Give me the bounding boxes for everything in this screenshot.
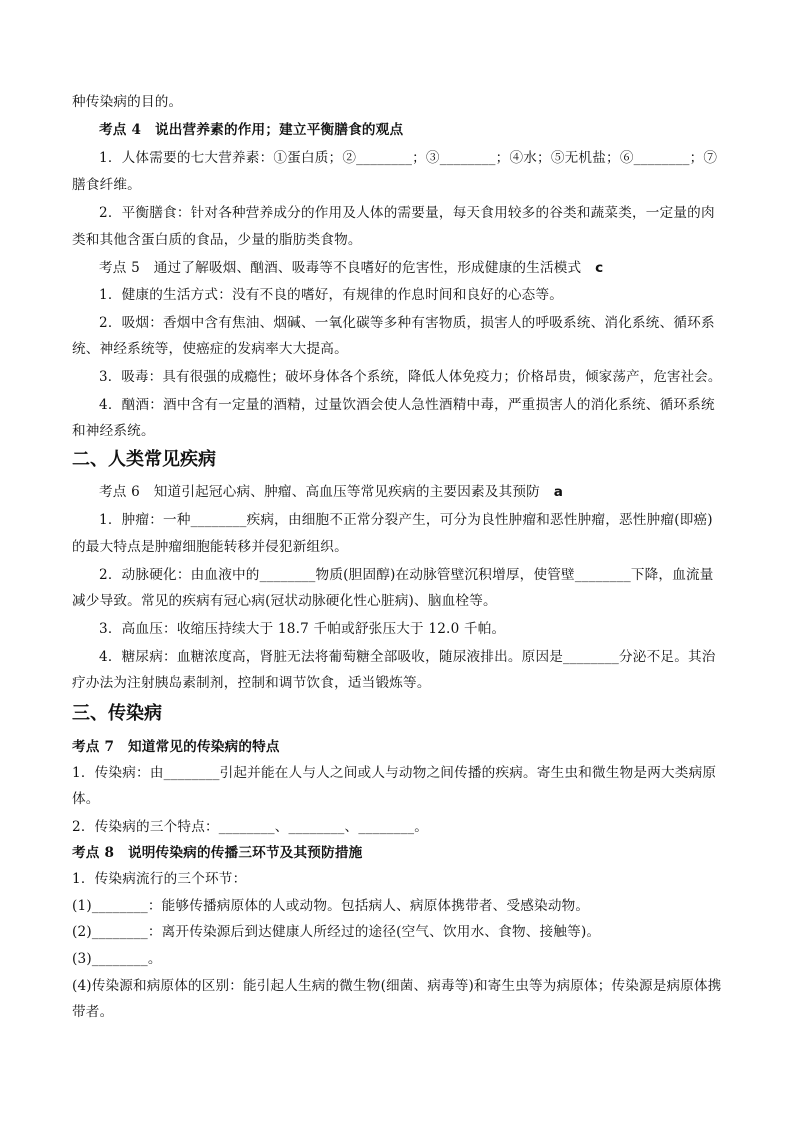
exam-point-8-heading: 考点 8 说明传染病的传播三环节及其预防措施 bbox=[72, 845, 363, 861]
level-marker: a bbox=[553, 484, 564, 500]
section-heading: 三、传染病 bbox=[72, 703, 162, 724]
text-line: 4．酗酒：酒中含有一定量的酒精，过量饮酒会使人急性酒精中毒，严重损害人的消化系统、循环系统 bbox=[99, 397, 715, 413]
text-line: 体。 bbox=[72, 791, 100, 807]
text-line: 2．传染病的三个特点：________、________、________。 bbox=[72, 819, 429, 835]
text-line: 膳食纤维。 bbox=[72, 177, 141, 193]
text-line: 1．健康的生活方式：没有不良的嗜好，有规律的作息时间和良好的心态等。 bbox=[99, 287, 564, 303]
exam-point-5-heading bbox=[99, 258, 603, 278]
text-line: (3)________。 bbox=[72, 951, 162, 967]
exam-point-4-heading: 考点 4 说出营养素的作用；建立平衡膳食的观点 bbox=[99, 122, 404, 138]
text-line: 1．肿瘤：一种________疾病，由细胞不正常分裂产生，可分为良性肿瘤和恶性肿瘤，恶性肿瘤(即癌) bbox=[99, 512, 713, 528]
text-line: 1．传染病：由________引起并能在人与人之间或人与动物之间传播的疾病。寄生虫和微生物是两大类病原 bbox=[72, 765, 717, 781]
level-marker: c bbox=[595, 260, 604, 276]
exam-point-7-heading: 考点 7 知道常见的传染病的特点 bbox=[72, 739, 280, 755]
exam-point-6-heading bbox=[99, 482, 563, 502]
text-line: 类和其他含蛋白质的食品，少量的脂肪类食物。 bbox=[72, 232, 362, 248]
text-line: 种传染病的目的。 bbox=[72, 94, 183, 110]
text-line: 带者。 bbox=[72, 1004, 114, 1020]
exam-point-text: 考点 6 知道引起冠心病、肿瘤、高血压等常见疾病的主要因素及其预防 bbox=[99, 484, 554, 500]
text-line: 减少导致。常见的疾病有冠心病(冠状动脉硬化性心脏病)、脑血栓等。 bbox=[72, 593, 497, 609]
text-line: (2)________：离开传染源后到达健康人所经过的途径(空气、饮用水、食物、接触等)。 bbox=[72, 924, 601, 940]
text-line: 的最大特点是肿瘤细胞能转移并侵犯新组织。 bbox=[72, 539, 348, 555]
text-line: 3．高血压：收缩压持续大于 18.7 千帕或舒张压大于 12.0 千帕。 bbox=[99, 621, 506, 637]
text-line: 2．吸烟：香烟中含有焦油、烟碱、一氧化碳等多种有害物质，损害人的呼吸系统、消化系统、循环系 bbox=[99, 315, 715, 331]
text-line: 2．动脉硬化：由血液中的________物质(胆固醇)在动脉管壁沉积增厚，使管壁________下降，血流量 bbox=[99, 567, 714, 583]
text-line: 和神经系统。 bbox=[72, 423, 155, 439]
text-line: 2．平衡膳食：针对各种营养成分的作用及人体的需要量，每天食用较多的谷类和蔬菜类，一定量的肉 bbox=[99, 205, 715, 221]
section-heading: 二、人类常见疾病 bbox=[72, 449, 216, 470]
text-line: (4)传染源和病原体的区别：能引起人生病的微生物(细菌、病毒等)和寄生虫等为病原体；传染源是病原体携 bbox=[72, 978, 722, 994]
text-line: 1．传染病流行的三个环节： bbox=[72, 871, 247, 887]
text-line: 疗办法为注射胰岛素制剂，控制和调节饮食，适当锻炼等。 bbox=[72, 675, 431, 691]
text-line: 4．糖尿病：血糖浓度高，肾脏无法将葡萄糖全部吸收，随尿液排出。原因是________分泌不足。其治 bbox=[99, 649, 716, 665]
text-line: (1)________：能够传播病原体的人或动物。包括病人、病原体携带者、受感染动物。 bbox=[72, 898, 590, 914]
text-line: 1．人体需要的七大营养素：①蛋白质；②________；③________；④水；⑤无机盐；⑥________；⑦ bbox=[99, 150, 718, 166]
text-line: 3．吸毒：具有很强的成瘾性；破坏身体各个系统，降低人体免疫力；价格昂贵，倾家荡产，危害社会。 bbox=[99, 369, 722, 385]
exam-point-text: 考点 5 通过了解吸烟、酗酒、吸毒等不良嗜好的危害性，形成健康的生活模式 bbox=[99, 260, 596, 276]
text-line: 统、神经系统等，使癌症的发病率大大提高。 bbox=[72, 341, 348, 357]
